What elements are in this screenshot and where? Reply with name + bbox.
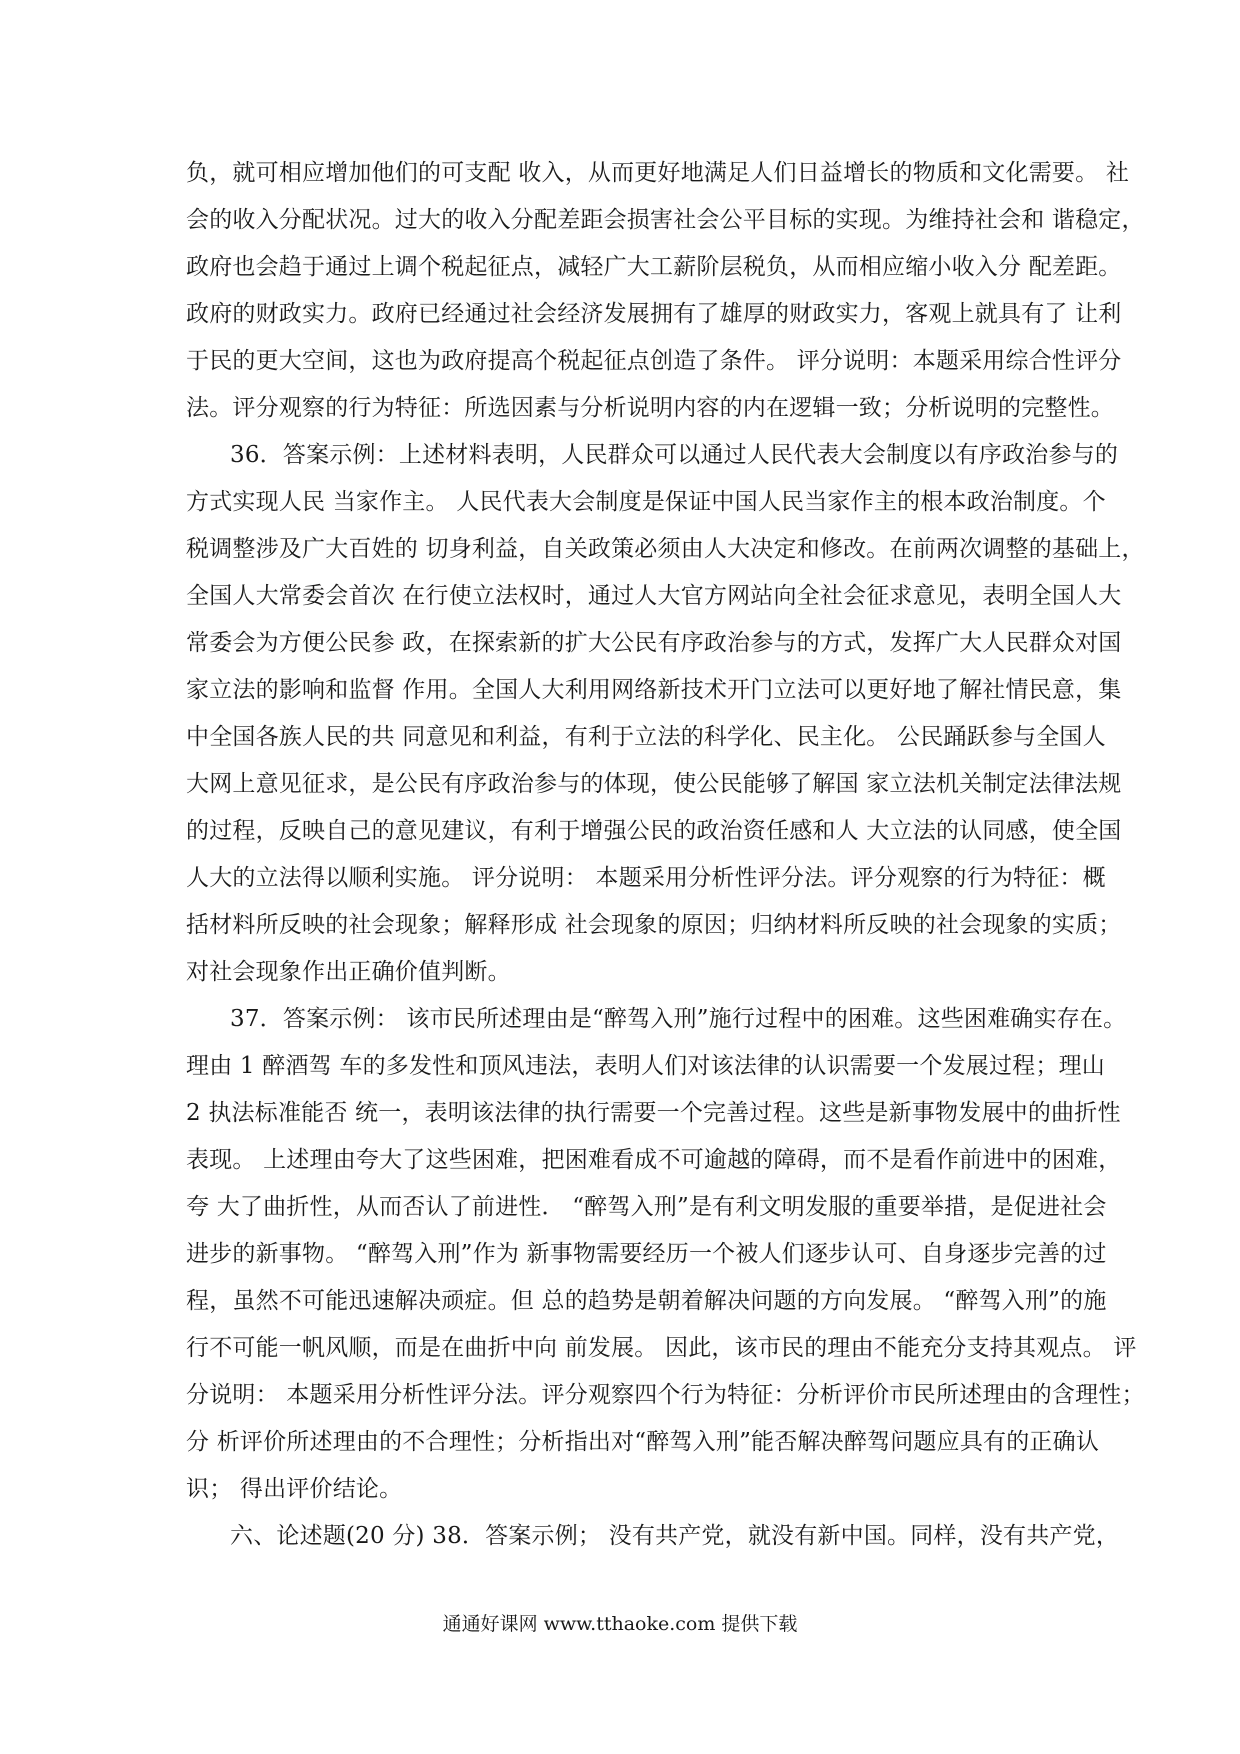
text-line: 分 析评价所述理由的不合理性；分析指出对“醉驾入刑”能否解决醉驾问题应具有的正确认	[186, 1429, 1100, 1455]
text-line: 进步的新事物。 “醉驾入刑”作为 新事物需要经历一个被人们逐步认可、自身逐步完善的过	[186, 1241, 1107, 1267]
text-line: 识； 得出评价结论。	[186, 1476, 403, 1502]
text-line: 2 执法标准能否 统一，表明该法律的执行需要一个完善过程。这些是新事物发展中的曲折性	[186, 1100, 1121, 1126]
text-line: 对社会现象作出正确价值判断。	[186, 959, 511, 985]
section-6-question-38-start: 六、论述题(20 分) 38．答案示例； 没有共产党，就没有新中国。同样，没有共产党，	[230, 1523, 1120, 1549]
text-line: 括材料所反映的社会现象；解释形成 社会现象的原因；归纳材料所反映的社会现象的实质；	[186, 912, 1122, 938]
question-37-start: 37．答案示例： 该市民所述理由是“醉驾入刑”施行过程中的困难。这些困难确实存在。	[230, 1006, 1127, 1032]
text-line: 中全国各族人民的共 同意见和利益，有利于立法的科学化、民主化。 公民踊跃参与全国人	[186, 724, 1106, 750]
text-line: 表现。 上述理由夸大了这些困难，把困难看成不可逾越的障碍，而不是看作前进中的困难，	[186, 1147, 1122, 1173]
text-line: 方式实现人民 当家作主。 人民代表大会制度是保证中国人民当家作主的根本政治制度。个	[186, 489, 1106, 515]
question-36-start: 36．答案示例：上述材料表明，人民群众可以通过人民代表大会制度以有序政治参与的	[230, 442, 1119, 468]
text-line: 理由 1 醉酒驾 车的多发性和顶风违法，表明人们对该法律的认识需要一个发展过程；理山	[186, 1053, 1105, 1079]
text-line: 税调整涉及广大百姓的 切身利益，自关政策必须由人大决定和修改。在前两次调整的基础上，	[186, 536, 1145, 562]
text-line: 人大的立法得以顺利实施。 评分说明： 本题采用分析性评分法。评分观察的行为特征：概	[186, 865, 1106, 891]
answer-text-body	[186, 150, 1145, 1560]
text-line: 分说明： 本题采用分析性评分法。评分观察四个行为特征：分析评价市民所述理由的含理性；	[186, 1382, 1145, 1408]
text-line: 常委会为方便公民参 政，在探索新的扩大公民有序政治参与的方式，发挥广大人民群众对国	[186, 630, 1122, 656]
text-line: 法。评分观察的行为特征：所选因素与分析说明内容的内在逻辑一致；分析说明的完整性。	[186, 395, 1114, 421]
text-line: 大网上意见征求，是公民有序政治参与的体现，使公民能够了解国 家立法机关制定法律法规	[186, 771, 1122, 797]
text-line: 家立法的影响和监督 作用。全国人大利用网络新技术开门立法可以更好地了解社情民意，集	[186, 677, 1122, 703]
text-line: 行不可能一帆风顺，而是在曲折中向 前发展。 因此，该市民的理由不能充分支持其观点。 评	[186, 1335, 1137, 1361]
text-line: 程，虽然不可能迅速解决顽症。但 总的趋势是朝着解决问题的方向发展。 “醉驾入刑”的施	[186, 1288, 1107, 1314]
text-line: 负，就可相应增加他们的可支配 收入，从而更好地满足人们日益增长的物质和文化需要。 社	[186, 160, 1130, 186]
text-line: 政府的财政实力。政府已经通过社会经济发展拥有了雄厚的财政实力，客观上就具有了 让利	[186, 301, 1122, 327]
text-line: 全国人大常委会首次 在行使立法权时，通过人大官方网站向全社会征求意见，表明全国人大	[186, 583, 1122, 609]
text-line: 会的收入分配状况。过大的收入分配差距会损害社会公平目标的实现。为维持社会和 谐稳定，	[186, 207, 1145, 233]
text-line: 夸 大了曲折性，从而否认了前进性． “醉驾入刑”是有利文明发服的重要举措，是促进社会	[186, 1194, 1107, 1220]
text-line: 于民的更大空间，这也为政府提高个税起征点创造了条件。 评分说明：本题采用综合性评分	[186, 348, 1122, 374]
page-footer-source: 通通好课网 www.tthaoke.com 提供下载	[442, 1613, 798, 1635]
text-line: 的过程，反映自己的意见建议，有利于增强公民的政治资任感和人 大立法的认同感，使全国	[186, 818, 1122, 844]
text-line: 政府也会趋于通过上调个税起征点，减轻广大工薪阶层税负，从而相应缩小收入分 配差距。	[186, 254, 1122, 280]
